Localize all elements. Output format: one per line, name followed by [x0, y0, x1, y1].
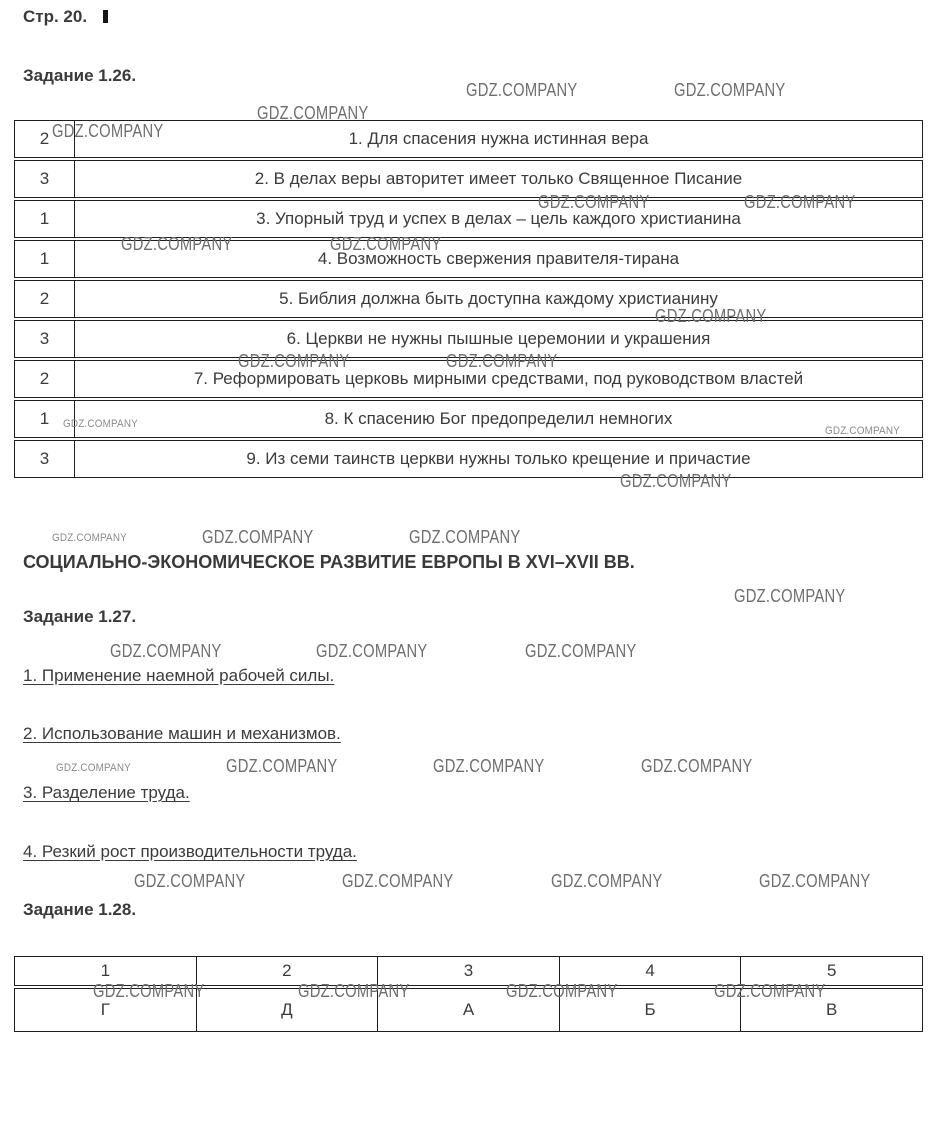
- statement-cell: 9. Из семи таинств церкви нужны только крещение и причастие: [246, 449, 751, 468]
- watermark: GDZ.COMPANY: [433, 756, 545, 776]
- list-item: 3. Разделение труда.: [23, 783, 190, 802]
- answer-cell: Г: [15, 989, 197, 1031]
- table-row: [14, 200, 923, 238]
- watermark: GDZ.COMPANY: [134, 871, 246, 891]
- column-header: 4: [560, 957, 742, 985]
- answer-cell: Д: [197, 989, 379, 1031]
- list-item: 4. Резкий рост производительности труда.: [23, 842, 357, 861]
- watermark: GDZ.COMPANY: [446, 351, 558, 371]
- statement-cell: 4. Возможность свержения правителя-тирана: [317, 249, 680, 268]
- watermark: GDZ.COMPANY: [506, 981, 618, 1001]
- table-row: [14, 160, 923, 198]
- answer-number-cell: 1: [15, 201, 75, 237]
- task-1-26-title: Задание 1.26.: [23, 66, 137, 85]
- answer-number-cell: 2: [15, 121, 75, 157]
- watermark: GDZ.COMPANY: [525, 641, 637, 661]
- watermark: GDZ.COMPANY: [238, 351, 350, 371]
- watermark: GDZ.COMPANY: [316, 641, 428, 661]
- watermark: GDZ.COMPANY: [56, 762, 131, 774]
- answer-cell: В: [826, 1000, 838, 1019]
- table-row: [14, 280, 923, 318]
- answer-number-cell: 3: [15, 441, 75, 477]
- watermark: GDZ.COMPANY: [93, 981, 205, 1001]
- statement-cell: 3. Упорный труд и успех в делах – цель каждого христианина: [256, 209, 741, 228]
- task-1-27-title: Задание 1.27.: [23, 607, 137, 626]
- answer-number-cell: 2: [15, 281, 75, 317]
- watermark: GDZ.COMPANY: [825, 425, 900, 437]
- list-item: 1. Применение наемной рабочей силы.: [23, 666, 335, 685]
- task-1-28-table: [14, 956, 923, 1034]
- statement-cell: 1. Для спасения нужна истинная вера: [348, 129, 649, 148]
- page-number-heading: Стр. 20.: [23, 7, 88, 26]
- watermark: GDZ.COMPANY: [52, 121, 164, 141]
- watermark: GDZ.COMPANY: [52, 532, 127, 544]
- watermark: GDZ.COMPANY: [298, 981, 410, 1001]
- watermark: GDZ.COMPANY: [744, 192, 856, 212]
- column-header: 2: [197, 957, 379, 985]
- watermark: GDZ.COMPANY: [620, 471, 732, 491]
- statement-cell: 6. Церкви не нужны пышные церемонии и украшения: [286, 329, 711, 348]
- task-1-28-title: Задание 1.28.: [23, 900, 137, 919]
- table-row: [14, 120, 923, 158]
- watermark: GDZ.COMPANY: [226, 756, 338, 776]
- cursor-mark-icon: [103, 10, 108, 23]
- table-row: [14, 320, 923, 358]
- watermark: GDZ.COMPANY: [759, 871, 871, 891]
- watermark: GDZ.COMPANY: [257, 103, 369, 123]
- watermark: GDZ.COMPANY: [330, 234, 442, 254]
- watermark: GDZ.COMPANY: [63, 418, 138, 430]
- watermark: GDZ.COMPANY: [409, 527, 521, 547]
- answer-number-cell: 3: [15, 161, 75, 197]
- watermark: GDZ.COMPANY: [674, 80, 786, 100]
- column-header: 3: [378, 957, 560, 985]
- answer-number-cell: 2: [15, 361, 75, 397]
- table-row: [14, 440, 923, 478]
- table-row: [14, 400, 923, 438]
- statement-cell: 7. Реформировать церковь мирными средствами, под руководством властей: [193, 369, 804, 388]
- table-row: [14, 360, 923, 398]
- watermark: GDZ.COMPANY: [466, 80, 578, 100]
- answer-number-cell: 1: [15, 401, 75, 437]
- table-answer-row: [14, 988, 923, 1032]
- statement-cell: 5. Библия должна быть доступна каждому христианину: [279, 289, 718, 308]
- statement-cell: 2. В делах веры авторитет имеет только Священное Писание: [254, 169, 743, 188]
- watermark: GDZ.COMPANY: [121, 234, 233, 254]
- watermark: GDZ.COMPANY: [655, 306, 767, 326]
- answer-number-cell: 1: [15, 241, 75, 277]
- answer-number-cell: 3: [15, 321, 75, 357]
- answer-cell: Б: [560, 989, 742, 1031]
- watermark: GDZ.COMPANY: [734, 586, 846, 606]
- watermark: GDZ.COMPANY: [641, 756, 753, 776]
- task-1-26-table: [14, 120, 923, 480]
- table-row: [14, 240, 923, 278]
- column-header: 5: [826, 961, 837, 980]
- answer-cell: А: [378, 989, 560, 1031]
- column-header: 1: [15, 957, 197, 985]
- watermark: GDZ.COMPANY: [110, 641, 222, 661]
- list-item: 2. Использование машин и механизмов.: [23, 724, 341, 743]
- watermark: GDZ.COMPANY: [342, 871, 454, 891]
- section-heading: СОЦИАЛЬНО-ЭКОНОМИЧЕСКОЕ РАЗВИТИЕ ЕВРОПЫ В XVI–XVII ВВ.: [23, 552, 635, 572]
- watermark: GDZ.COMPANY: [714, 981, 826, 1001]
- watermark: GDZ.COMPANY: [538, 192, 650, 212]
- watermark: GDZ.COMPANY: [551, 871, 663, 891]
- statement-cell: 8. К спасению Бог предопределил немногих: [324, 409, 673, 428]
- table-header-row: [14, 956, 923, 986]
- watermark: GDZ.COMPANY: [202, 527, 314, 547]
